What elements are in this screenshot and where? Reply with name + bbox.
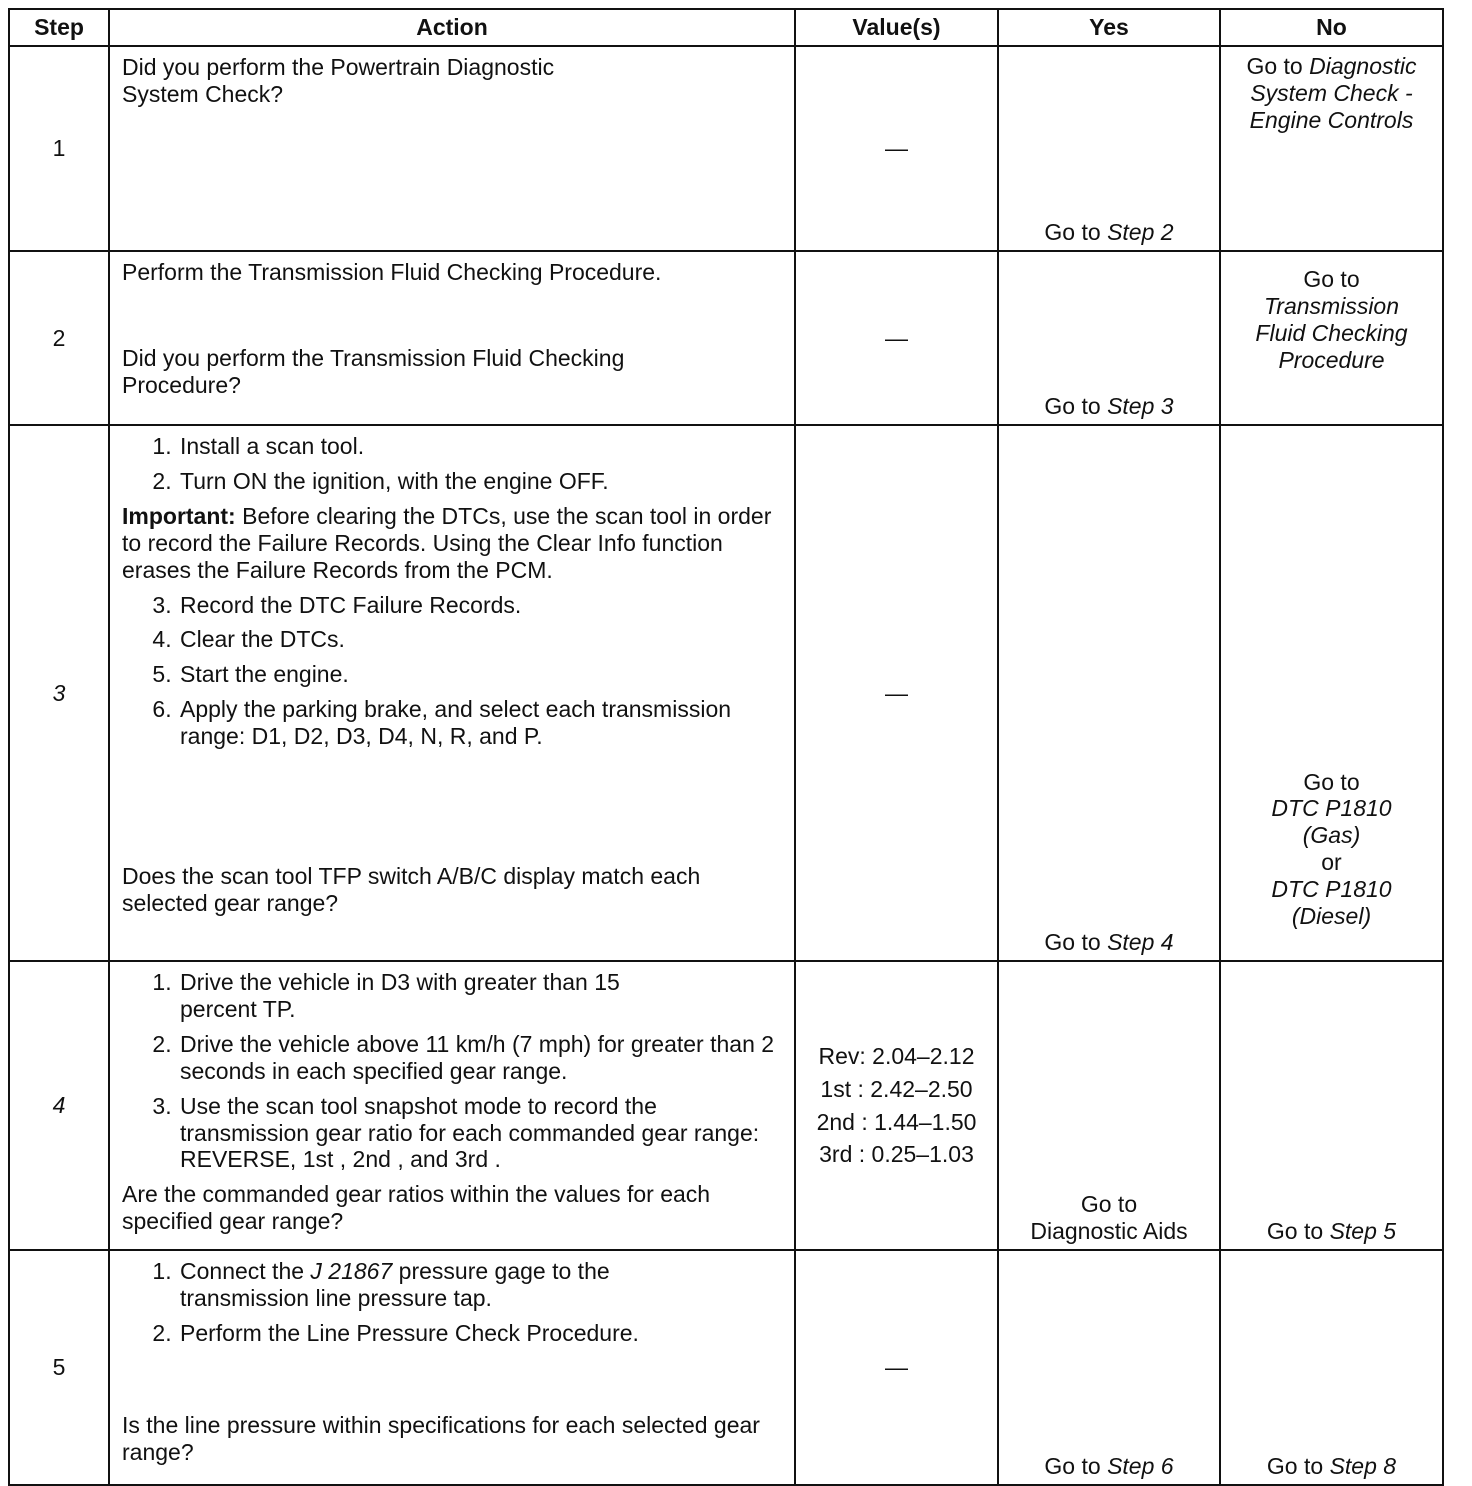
- question-text: Is the line pressure within specifications for each selected gear range?: [122, 1412, 760, 1466]
- yes-cell: [998, 251, 1220, 425]
- yes-link[interactable]: Diagnostic Aids: [1030, 1218, 1188, 1245]
- no-link[interactable]: Diagnostic System Check - Engine Controls: [1249, 53, 1417, 133]
- step-number: 1: [9, 46, 109, 251]
- value-cell: —: [795, 251, 998, 425]
- no-prefix: Go to: [1303, 266, 1360, 292]
- diagnostic-table: [8, 8, 1444, 1486]
- value-item: 1st : 2.42–2.50: [820, 1075, 973, 1102]
- action-cell: [109, 1250, 795, 1485]
- no-cell: [1220, 961, 1443, 1250]
- list-item: 1. Install a scan tool.: [178, 433, 782, 460]
- header-yes: Yes: [998, 9, 1220, 46]
- list-item: 6. Apply the parking brake, and select each transmission range: D1, D2, D3, D4, N, R, and P.: [178, 696, 750, 750]
- no-cell: [1220, 425, 1443, 961]
- step-list: [122, 592, 782, 751]
- yes-cell: [998, 46, 1220, 251]
- no-prefix: Go to: [1266, 1218, 1330, 1245]
- no-link-qualifier: (Diesel): [1291, 903, 1372, 930]
- header-step: Step: [9, 9, 109, 46]
- yes-link[interactable]: Step 3: [1107, 393, 1174, 420]
- list-item: 3. Use the scan tool snapshot mode to record the transmission gear ratio for each commanded gear range: REVERSE, 1st , 2nd , and 3rd .: [178, 1093, 782, 1174]
- step-number-text: 4: [52, 1092, 66, 1119]
- step-list: [122, 1258, 782, 1355]
- list-item: 1. Drive the vehicle in D3 with greater than 15 percent TP.: [178, 969, 640, 1023]
- action-cell: [109, 251, 795, 425]
- value-item: 3rd : 0.25–1.03: [819, 1141, 974, 1168]
- question-text: Did you perform the Transmission Fluid Checking Procedure?: [122, 345, 625, 399]
- value-cell: —: [795, 425, 998, 961]
- yes-prefix: Go to: [1044, 393, 1108, 420]
- action-cell: [109, 425, 795, 961]
- yes-link[interactable]: Step 4: [1107, 929, 1174, 956]
- list-item: 2. Perform the Line Pressure Check Procedure.: [178, 1320, 782, 1347]
- value-item: Rev: 2.04–2.12: [818, 1042, 975, 1069]
- table-row: [9, 46, 1443, 251]
- action-cell: [109, 961, 795, 1250]
- yes-cell: [998, 1250, 1220, 1485]
- question-text: Did you perform the Powertrain Diagnostic System Check?: [122, 54, 555, 107]
- list-item: [178, 1258, 680, 1312]
- value-cell: —: [795, 46, 998, 251]
- table-row: [9, 961, 1443, 1250]
- step-number: [9, 425, 109, 961]
- instruction-text: Perform the Transmission Fluid Checking Procedure.: [122, 259, 662, 285]
- yes-prefix: Go to: [1044, 219, 1108, 246]
- yes-cell: [998, 425, 1220, 961]
- list-item: 5. Start the engine.: [178, 661, 782, 688]
- action-cell: [109, 46, 795, 251]
- important-note: [122, 503, 782, 584]
- no-link[interactable]: Transmission Fluid Checking Procedure: [1255, 292, 1408, 373]
- yes-prefix: Go to: [1044, 929, 1108, 956]
- header-action: Action: [109, 9, 795, 46]
- step-number: [9, 961, 109, 1250]
- yes-link[interactable]: Step 6: [1107, 1453, 1174, 1480]
- tool-number: J 21867: [310, 1258, 393, 1284]
- no-link[interactable]: DTC P1810: [1271, 795, 1392, 822]
- no-or: or: [1321, 849, 1342, 876]
- header-values: Value(s): [795, 9, 998, 46]
- header-no: No: [1220, 9, 1443, 46]
- question-text: Are the commanded gear ratios within the values for each specified gear range?: [122, 1181, 711, 1235]
- no-link[interactable]: DTC P1810: [1271, 876, 1392, 903]
- no-cell: [1220, 46, 1443, 251]
- important-label: Important:: [122, 502, 236, 529]
- value-cell: [795, 961, 998, 1250]
- list-item: 2. Drive the vehicle above 11 km/h (7 mph) for greater than 2 seconds in each specified gear range.: [178, 1031, 782, 1085]
- table-row: [9, 425, 1443, 961]
- important-text: Before clearing the DTCs, use the scan tool in order to record the Failure Records. Using the Clear Info function erases the Failure Records from the PCM.: [122, 502, 772, 583]
- step1-post: pressure gage to the transmission line pressure tap.: [180, 1258, 610, 1311]
- no-prefix: Go to: [1303, 768, 1360, 795]
- list-item: 3. Record the DTC Failure Records.: [178, 592, 782, 619]
- no-cell: [1220, 251, 1443, 425]
- step-number: 2: [9, 251, 109, 425]
- step-number: 5: [9, 1250, 109, 1485]
- value-cell: —: [795, 1250, 998, 1485]
- gear-ratio-values: [796, 1043, 997, 1169]
- step-number-text: 3: [52, 679, 66, 706]
- no-link[interactable]: Step 8: [1329, 1453, 1397, 1480]
- no-prefix: Go to: [1266, 1453, 1330, 1480]
- yes-cell: [998, 961, 1220, 1250]
- value-item: 2nd : 1.44–1.50: [816, 1108, 977, 1135]
- header-row: [9, 9, 1443, 46]
- yes-prefix: Go to: [1044, 1453, 1108, 1480]
- step-list: [122, 969, 782, 1181]
- table-row: [9, 1250, 1443, 1485]
- step1-pre: Connect the: [180, 1258, 311, 1284]
- no-link[interactable]: Step 5: [1329, 1218, 1397, 1245]
- step-list: [122, 433, 782, 495]
- list-item: 4. Clear the DTCs.: [178, 626, 782, 653]
- yes-prefix: Go to: [1080, 1191, 1138, 1218]
- no-prefix: Go to: [1246, 53, 1310, 79]
- table-row: [9, 251, 1443, 425]
- yes-link[interactable]: Step 2: [1107, 219, 1174, 246]
- no-link-qualifier: (Gas): [1302, 822, 1361, 849]
- list-item: 2. Turn ON the ignition, with the engine OFF.: [178, 468, 782, 495]
- no-cell: [1220, 1250, 1443, 1485]
- question-text: Does the scan tool TFP switch A/B/C display match each selected gear range?: [122, 863, 701, 917]
